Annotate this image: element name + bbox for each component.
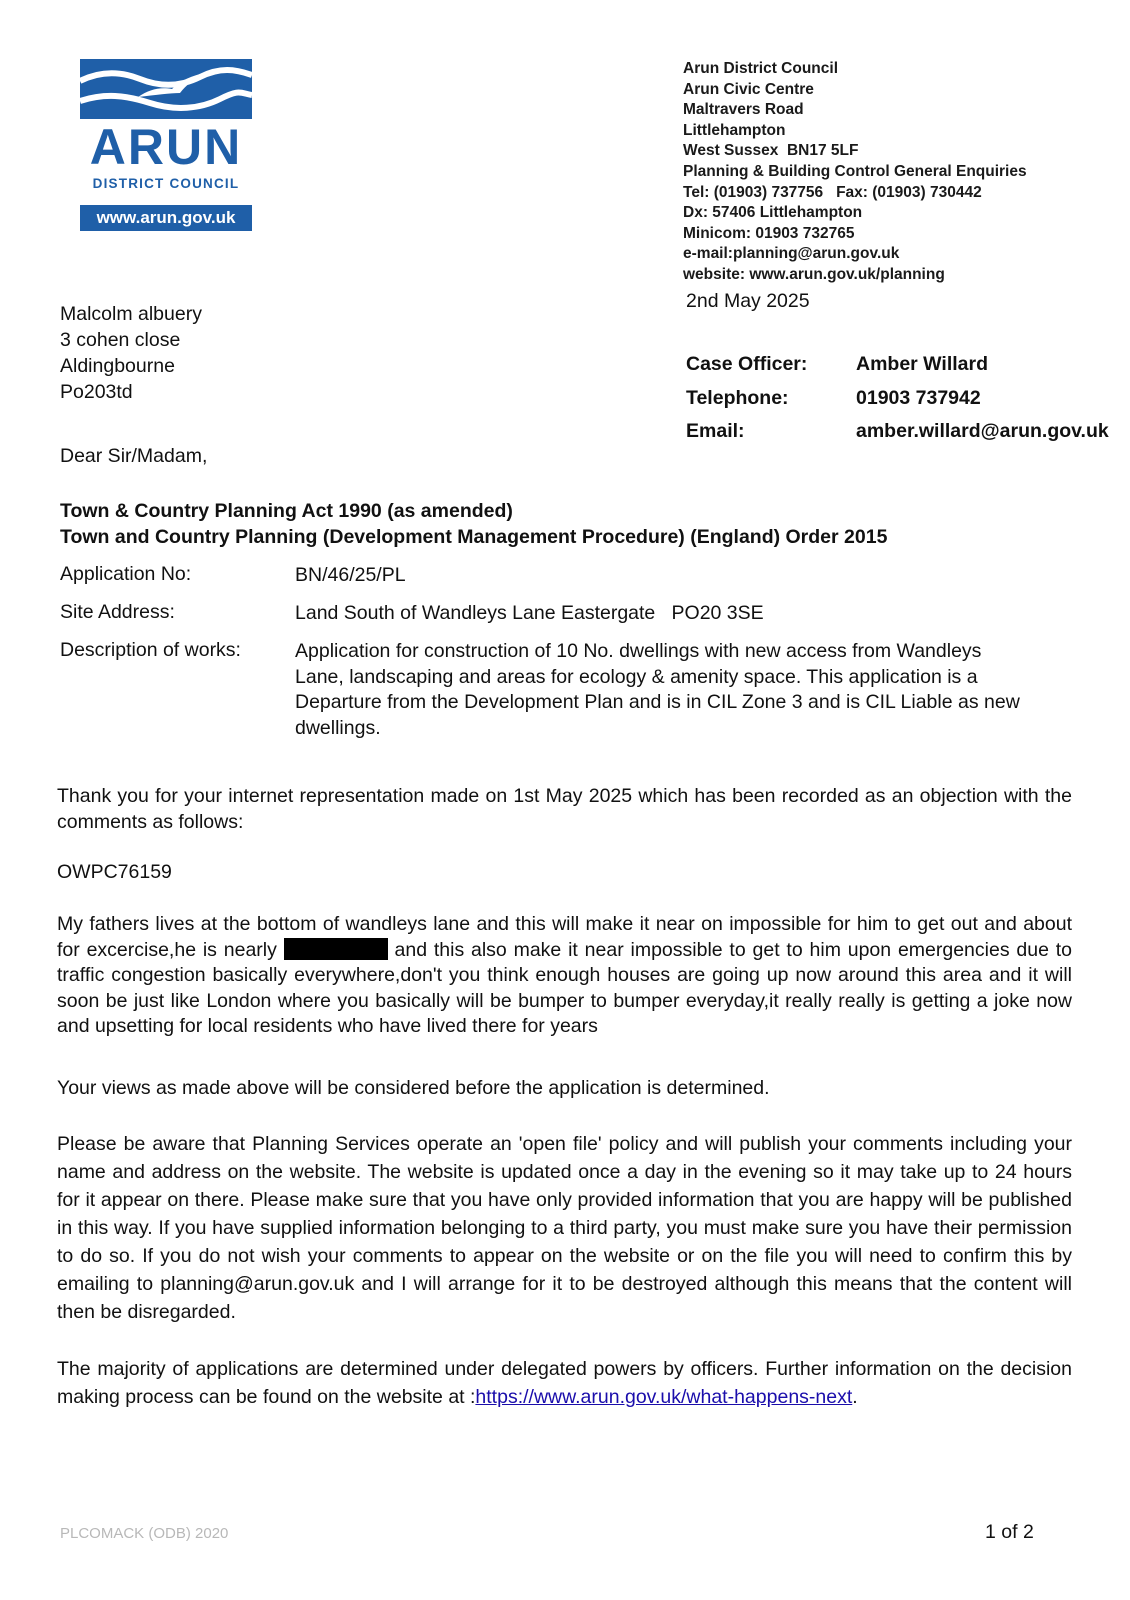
open-file-paragraph: Please be aware that Planning Services operate an 'open file' policy and will publish your comments including your name and address on the website. The website is updated once a day in the evening so it may take up to 24 hours for it appear on there. Please make sure that you have only provided information that you are happy will be published in this way. If you have supplied information belonging to a third party, you must make sure you have their permission to do so. If you do not wish your comments to appear on the website or on the file you will need to confirm this by emailing to planning@arun.gov.uk and I will arrange for it to be destroyed although this means that the content will then be disregarded.	[57, 1133, 1072, 1323]
redaction-box	[284, 938, 388, 960]
case-officer-label: Case Officer:	[686, 353, 808, 375]
council-address-line: West Sussex BN17 5LF	[683, 142, 859, 160]
site-address-label: Site Address:	[60, 601, 175, 623]
description-label: Description of works:	[60, 639, 241, 661]
application-number: BN/46/25/PL	[295, 564, 406, 586]
council-logo	[80, 59, 252, 233]
letter-date: 2nd May 2025	[686, 290, 810, 312]
council-address-line: Minicom: 01903 732765	[683, 224, 855, 242]
thanks-paragraph: Thank you for your internet representation made on 1st May 2025 which has been recorded as an objection with the comments as follows:	[57, 785, 1072, 833]
council-address-line: Dx: 57406 Littlehampton	[683, 204, 863, 222]
council-address-line: Littlehampton	[683, 121, 786, 139]
council-address	[683, 59, 1027, 286]
majority-text: The majority of applications are determined under delegated powers by officers. Further information on the decision making process can be found on the website at :	[57, 1358, 1072, 1408]
footer-code: PLCOMACK (ODB) 2020	[60, 1525, 229, 1542]
site-address: Land South of Wandleys Lane Eastergate PO20 3SE	[295, 602, 764, 624]
council-address-line: website: www.arun.gov.uk/planning	[683, 265, 945, 283]
council-address-line: e-mail:planning@arun.gov.uk	[683, 245, 900, 263]
comment-text: My fathers lives at the bottom of wandleys lane and this will make it near on impossible for him to get out and about for excercise,he is nearly	[57, 913, 1072, 961]
council-address-line: Tel: (01903) 737756 Fax: (01903) 730442	[683, 183, 982, 201]
logo-subtitle: DISTRICT COUNCIL	[92, 176, 240, 191]
recipient-street: 3 cohen close	[60, 329, 181, 351]
majority-paragraph	[57, 1355, 1072, 1411]
council-address-line: Maltravers Road	[683, 101, 804, 119]
reference-number: OWPC76159	[57, 861, 172, 883]
description-of-works: Application for construction of 10 No. dwellings with new access from Wandleys Lane, landscaping and areas for ecology & amenity space. This application is a Departure from the Development Plan and is in CIL Zone 3 and is CIL Liable as new dwellings.	[295, 640, 1020, 739]
council-address-line: Arun Civic Centre	[683, 80, 814, 98]
act-heading	[60, 498, 887, 550]
link-suffix: .	[852, 1386, 858, 1408]
logo-url: www.arun.gov.uk	[80, 205, 252, 231]
officer-email: amber.willard@arun.gov.uk	[856, 420, 1109, 442]
council-address-line: Planning & Building Control General Enquiries	[683, 162, 1027, 180]
email-label: Email:	[686, 420, 745, 442]
application-number-label: Application No:	[60, 563, 192, 585]
comment-text: and this also make it near impossible to get to him upon emergencies due to traffic congestion basically everywhere,don't you think enough houses are going up now around this area and it will soon be just like London where you basically will be bumper to bumper everyday,it really really is getting a joke now and upsetting for local residents who have lived there for years	[57, 938, 1073, 1038]
case-officer-name: Amber Willard	[856, 353, 989, 375]
recipient-postcode: Po203td	[60, 381, 133, 403]
page-number: 1 of 2	[985, 1521, 1034, 1543]
what-happens-next-link[interactable]: https://www.arun.gov.uk/what-happens-next	[475, 1386, 853, 1408]
act-heading-line: Town & Country Planning Act 1990 (as amended)	[60, 500, 513, 522]
telephone-label: Telephone:	[686, 387, 789, 409]
recipient-town: Aldingbourne	[60, 355, 175, 377]
act-heading-line: Town and Country Planning (Development Management Procedure) (England) Order 2015	[60, 526, 888, 548]
salutation: Dear Sir/Madam,	[60, 445, 208, 467]
logo-name: ARUN	[89, 119, 243, 175]
recipient-name: Malcolm albuery	[60, 303, 202, 325]
views-paragraph: Your views as made above will be considered before the application is determined.	[57, 1077, 770, 1099]
comment-paragraph	[57, 912, 1072, 1040]
officer-telephone: 01903 737942	[856, 387, 981, 409]
council-address-line: Arun District Council	[683, 60, 839, 77]
recipient-address	[60, 301, 202, 405]
bird-waves-icon	[80, 59, 252, 119]
